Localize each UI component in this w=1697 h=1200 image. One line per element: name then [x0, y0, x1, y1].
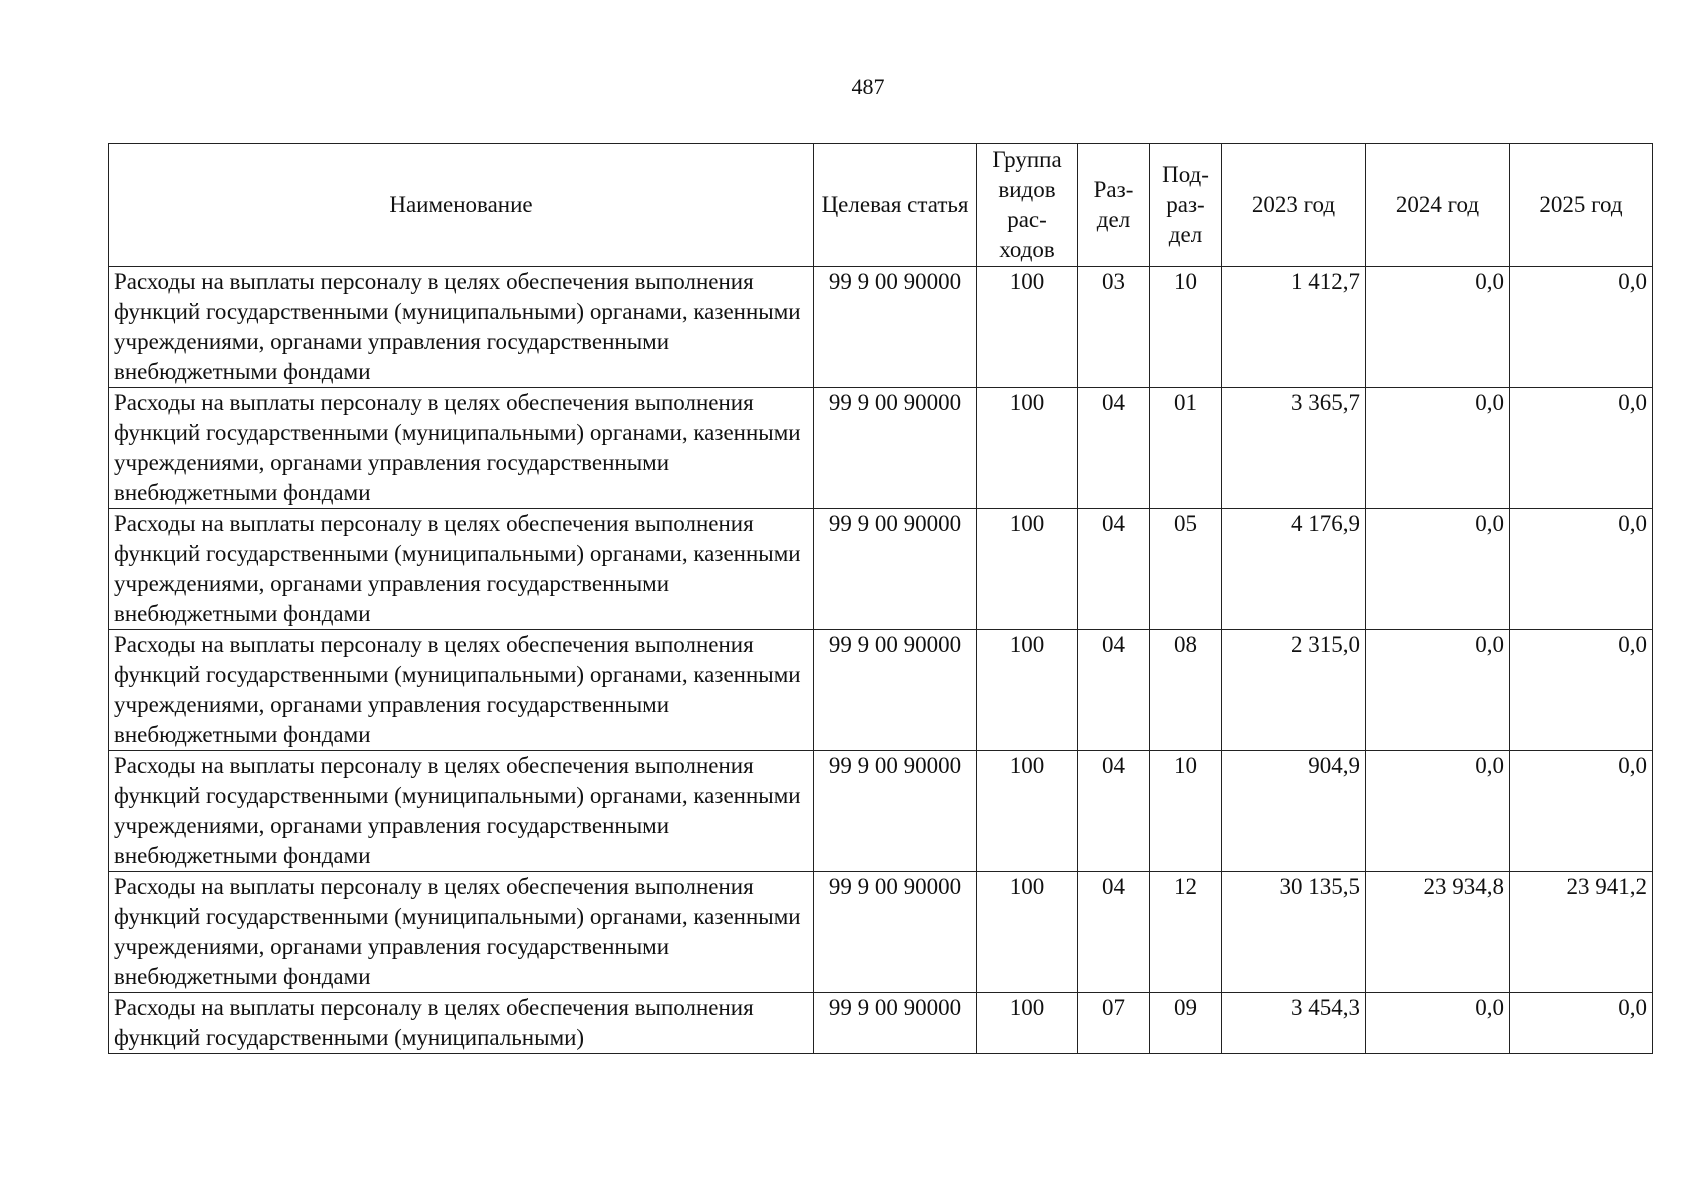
cell-section: 03	[1078, 267, 1150, 388]
cell-expense-group: 100	[977, 630, 1078, 751]
header-expense-group: Группа видов рас-ходов	[977, 144, 1078, 267]
cell-expense-group: 100	[977, 267, 1078, 388]
cell-subsection: 08	[1150, 630, 1222, 751]
cell-amount-2024: 23 934,8	[1366, 872, 1510, 993]
cell-amount-2024: 0,0	[1366, 388, 1510, 509]
cell-amount-2025: 0,0	[1510, 509, 1653, 630]
cell-expense-group: 100	[977, 751, 1078, 872]
cell-amount-2023: 4 176,9	[1222, 509, 1366, 630]
cell-name: Расходы на выплаты персоналу в целях обеспечения выполнения функций государственными (муниципальными) органами, казенными учреждениями, органами управления государственными внебюджетными фондами	[109, 872, 814, 993]
table-row	[109, 509, 1653, 630]
header-section: Раз-дел	[1078, 144, 1150, 267]
cell-amount-2024: 0,0	[1366, 267, 1510, 388]
cell-section: 04	[1078, 388, 1150, 509]
header-year-2023: 2023 год	[1222, 144, 1366, 267]
cell-name: Расходы на выплаты персоналу в целях обеспечения выполнения функций государственными (муниципальными)	[109, 993, 814, 1054]
cell-section: 07	[1078, 993, 1150, 1054]
table-row	[109, 872, 1653, 993]
header-target-article: Целевая статья	[814, 144, 977, 267]
cell-subsection: 10	[1150, 751, 1222, 872]
cell-amount-2023: 904,9	[1222, 751, 1366, 872]
cell-target-article: 99 9 00 90000	[814, 388, 977, 509]
cell-amount-2024: 0,0	[1366, 630, 1510, 751]
cell-expense-group: 100	[977, 872, 1078, 993]
cell-target-article: 99 9 00 90000	[814, 993, 977, 1054]
cell-amount-2023: 30 135,5	[1222, 872, 1366, 993]
table-row	[109, 630, 1653, 751]
header-year-2025: 2025 год	[1510, 144, 1653, 267]
cell-amount-2023: 2 315,0	[1222, 630, 1366, 751]
table-row	[109, 751, 1653, 872]
cell-target-article: 99 9 00 90000	[814, 751, 977, 872]
budget-table	[108, 143, 1653, 1054]
cell-amount-2023: 3 454,3	[1222, 993, 1366, 1054]
header-name: Наименование	[109, 144, 814, 267]
cell-name: Расходы на выплаты персоналу в целях обеспечения выполнения функций государственными (муниципальными) органами, казенными учреждениями, органами управления государственными внебюджетными фондами	[109, 751, 814, 872]
cell-expense-group: 100	[977, 509, 1078, 630]
header-subsection: Под-раз-дел	[1150, 144, 1222, 267]
cell-amount-2024: 0,0	[1366, 993, 1510, 1054]
cell-amount-2025: 0,0	[1510, 751, 1653, 872]
cell-amount-2024: 0,0	[1366, 751, 1510, 872]
cell-target-article: 99 9 00 90000	[814, 509, 977, 630]
cell-subsection: 05	[1150, 509, 1222, 630]
page-number: 487	[851, 74, 885, 99]
cell-amount-2025: 0,0	[1510, 267, 1653, 388]
cell-amount-2025: 0,0	[1510, 993, 1653, 1054]
cell-amount-2024: 0,0	[1366, 509, 1510, 630]
cell-section: 04	[1078, 630, 1150, 751]
cell-target-article: 99 9 00 90000	[814, 872, 977, 993]
cell-target-article: 99 9 00 90000	[814, 267, 977, 388]
cell-subsection: 10	[1150, 267, 1222, 388]
cell-expense-group: 100	[977, 388, 1078, 509]
cell-name: Расходы на выплаты персоналу в целях обеспечения выполнения функций государственными (муниципальными) органами, казенными учреждениями, органами управления государственными внебюджетными фондами	[109, 267, 814, 388]
table-row	[109, 993, 1653, 1054]
cell-subsection: 12	[1150, 872, 1222, 993]
cell-target-article: 99 9 00 90000	[814, 630, 977, 751]
table-row	[109, 388, 1653, 509]
table-row	[109, 267, 1653, 388]
cell-subsection: 09	[1150, 993, 1222, 1054]
cell-name: Расходы на выплаты персоналу в целях обеспечения выполнения функций государственными (муниципальными) органами, казенными учреждениями, органами управления государственными внебюджетными фондами	[109, 388, 814, 509]
cell-section: 04	[1078, 509, 1150, 630]
header-year-2024: 2024 год	[1366, 144, 1510, 267]
cell-expense-group: 100	[977, 993, 1078, 1054]
cell-subsection: 01	[1150, 388, 1222, 509]
cell-name: Расходы на выплаты персоналу в целях обеспечения выполнения функций государственными (муниципальными) органами, казенными учреждениями, органами управления государственными внебюджетными фондами	[109, 509, 814, 630]
table-header-row	[109, 144, 1653, 267]
cell-section: 04	[1078, 751, 1150, 872]
cell-name: Расходы на выплаты персоналу в целях обеспечения выполнения функций государственными (муниципальными) органами, казенными учреждениями, органами управления государственными внебюджетными фондами	[109, 630, 814, 751]
cell-amount-2025: 0,0	[1510, 388, 1653, 509]
cell-amount-2023: 3 365,7	[1222, 388, 1366, 509]
cell-section: 04	[1078, 872, 1150, 993]
cell-amount-2025: 0,0	[1510, 630, 1653, 751]
cell-amount-2023: 1 412,7	[1222, 267, 1366, 388]
cell-amount-2025: 23 941,2	[1510, 872, 1653, 993]
